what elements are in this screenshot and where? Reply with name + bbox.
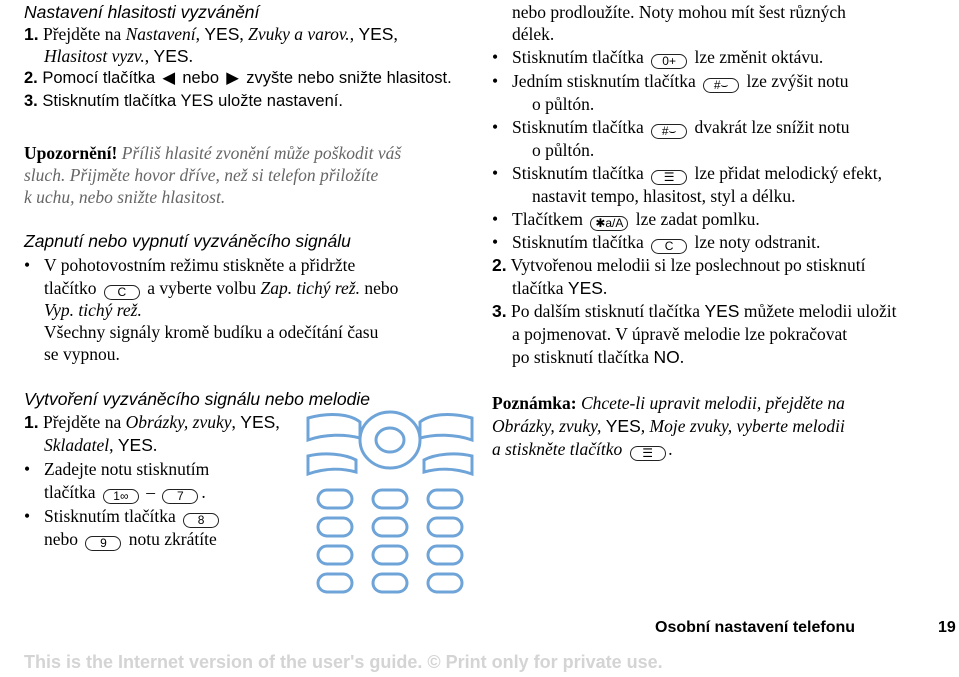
onoff-line-3: Vyp. tichý rež. xyxy=(44,300,142,320)
create-bullet-2: • Stisknutím tlačítka 8 xyxy=(24,505,222,528)
right-bullet-rest: • Tlačítkem ✱a/A lze zadat pomlku. xyxy=(492,209,760,230)
create-bullet-1-cont: tlačítka 1∞ – 7 . xyxy=(44,482,206,503)
warning-line-2: sluch. Přijměte hovor dříve, než si telefon přiložíte xyxy=(24,165,379,185)
volume-step-1-cont: Hlasitost vyzv., YES. xyxy=(44,46,193,66)
end-key-icon xyxy=(424,454,472,474)
key-menu-icon: ☰ xyxy=(630,446,666,461)
right-bullet-sharp: • Jedním stisknutím tlačítka #⌣ lze zvýšit notu xyxy=(492,71,849,92)
key-c-icon: C xyxy=(651,239,687,254)
key-hash-icon: #⌣ xyxy=(651,124,687,139)
nav-key-icon xyxy=(360,412,420,468)
key-8-icon: 8 xyxy=(183,513,219,528)
right-step-3-cont2: po stisknutí tlačítka NO. xyxy=(512,347,685,367)
onoff-heading: Zapnutí nebo vypnutí vyzváněcího signálu xyxy=(24,231,351,251)
running-header: Osobní nastavení telefonu xyxy=(655,619,856,636)
right-line-1: nebo prodloužíte. Noty mohou mít šest různých xyxy=(512,2,846,22)
create-bullet-2-cont: nebo 9 notu zkrátíte xyxy=(44,529,217,550)
create-step-1: 1. Přejděte na Obrázky, zvuky, YES, xyxy=(24,412,280,432)
web-version-notice: This is the Internet version of the user's guide. © Print only for private use. xyxy=(24,652,663,672)
key-9-icon: 9 xyxy=(85,536,121,551)
onoff-line-5: se vypnou. xyxy=(44,344,120,364)
arrow-right-icon: ▶ xyxy=(226,69,239,87)
right-bullet-flat: • Stisknutím tlačítka #⌣ dvakrát lze snížit notu xyxy=(492,117,850,138)
key-1-icon: 1∞ xyxy=(103,489,139,504)
left-softkey-icon xyxy=(308,415,360,440)
key-menu-icon: ☰ xyxy=(651,170,687,185)
key-hash-icon: #⌣ xyxy=(703,78,739,93)
key-star-icon: ✱a/A xyxy=(590,216,628,231)
right-softkey-icon xyxy=(420,415,472,440)
volume-step-1: 1. Přejděte na Nastavení, YES, Zvuky a varov., YES, xyxy=(24,24,398,44)
create-step-1-cont: Skladatel, YES. xyxy=(44,435,158,455)
onoff-line-4: Všechny signály kromě budíku a odečítání času xyxy=(44,322,379,342)
onoff-line-1: • V pohotovostním režimu stiskněte a přidržte xyxy=(24,255,356,275)
onoff-line-2: tlačítko C a vyberte volbu Zap. tichý rež. nebo xyxy=(44,278,399,299)
key-7-icon: 7 xyxy=(162,489,198,504)
note-line-3: a stiskněte tlačítko ☰ . xyxy=(492,439,673,460)
warning-line-3: k uchu, nebo snižte hlasitost. xyxy=(24,187,226,207)
right-bullet-octave: • Stisknutím tlačítka 0+ lze změnit oktávu. xyxy=(492,47,824,68)
right-bullet-delete: • Stisknutím tlačítka C lze noty odstranit. xyxy=(492,232,821,253)
key-0-icon: 0+ xyxy=(651,54,687,69)
key-c-icon: C xyxy=(104,285,140,300)
note-line-2: Obrázky, zvuky, YES, Moje zvuky, vyberte melodii xyxy=(492,416,845,436)
page-number: 19 xyxy=(938,619,956,636)
create-heading: Vytvoření vyzváněcího signálu nebo melodie xyxy=(24,389,371,409)
right-line-tempo: nastavit tempo, hlasitost, styl a délku. xyxy=(532,186,796,206)
right-step-3: 3. Po dalším stisknutí tlačítka YES můžete melodii uložit xyxy=(492,301,897,321)
right-line-semitone-1: o půltón. xyxy=(532,94,595,114)
right-step-3-cont: a pojmenovat. V úpravě melodie lze pokračovat xyxy=(512,324,848,344)
note-line-1: Poznámka: Chcete-li upravit melodii, přejděte na xyxy=(492,393,845,413)
volume-step-2: 2. Pomocí tlačítka ◀ nebo ▶ zvyšte nebo snižte hlasitost. xyxy=(24,69,452,87)
volume-heading: Nastavení hlasitosti vyzvánění xyxy=(24,2,260,22)
right-bullet-effect: • Stisknutím tlačítka ☰ lze přidat melodický efekt, xyxy=(492,163,883,184)
call-key-icon xyxy=(308,454,356,474)
right-line-semitone-2: o půltón. xyxy=(532,140,595,160)
right-step-2-cont: tlačítka YES. xyxy=(512,278,608,298)
keypad-illustration xyxy=(290,398,490,598)
right-line-2: délek. xyxy=(512,24,555,44)
volume-step-3: 3. Stisknutím tlačítka YES uložte nastavení. xyxy=(24,92,343,110)
create-bullet-1: • Zadejte notu stisknutím xyxy=(24,459,210,479)
arrow-left-icon: ◀ xyxy=(162,69,176,87)
warning-line-1: Upozornění! Příliš hlasité zvonění může poškodit váš xyxy=(24,143,402,163)
right-step-2: 2. Vytvořenou melodii si lze poslechnout po stisknutí xyxy=(492,255,866,275)
